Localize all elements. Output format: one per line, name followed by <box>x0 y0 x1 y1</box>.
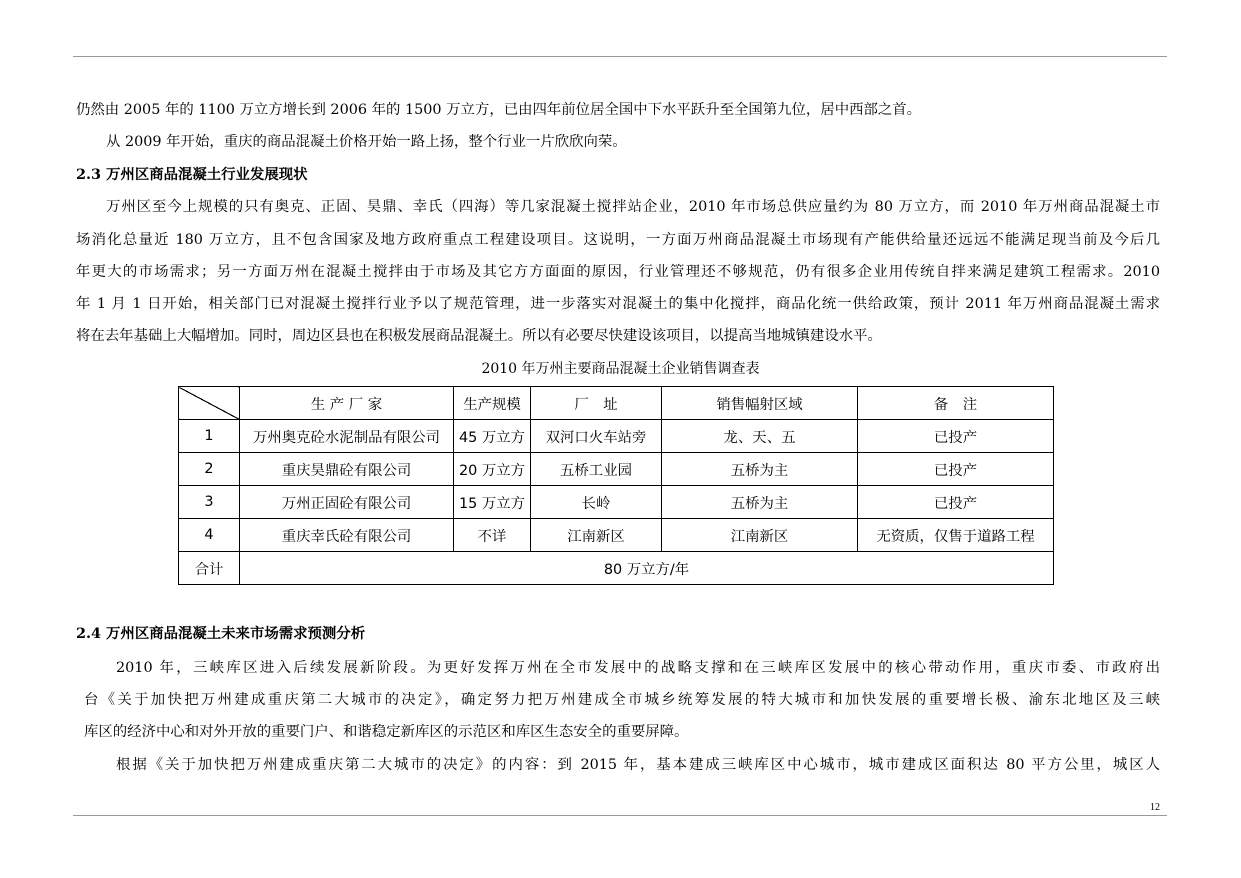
row-number: 3 <box>179 486 240 519</box>
remark-cell: 已投产 <box>858 420 1054 453</box>
paragraph-line: 场消化总量近 180 万立方，且不包含国家及地方政府重点工程建设项目。这说明，一方面万州商品混凝土市场现有产能供给量还远远不能满足现当前及今后几 <box>76 232 1160 248</box>
diagonal-corner-cell <box>179 387 240 420</box>
paragraph-line: 将在去年基础上大幅增加。同时，周边区县也在积极发展商品混凝土。所以有必要尽快建设该项目，以提高当地城镇建设水平。 <box>76 328 882 344</box>
site-cell: 双河口火车站旁 <box>531 420 662 453</box>
header-cell: 备 注 <box>858 387 1054 420</box>
table-total-row <box>179 552 1054 585</box>
paragraph-line: 2010 年，三峡库区进入后续发展新阶段。为更好发挥万州在全市发展中的战略支撑和在三峡库区发展中的核心带动作用，重庆市委、市政府出 <box>116 660 1160 676</box>
section-heading-2-3: 2.3 万州区商品混凝土行业发展现状 <box>76 166 308 183</box>
row-number: 2 <box>179 453 240 486</box>
table-row <box>179 519 1054 552</box>
remark-cell: 已投产 <box>858 486 1054 519</box>
table-header-row <box>179 387 1054 420</box>
header-cell: 生产规模 <box>454 387 531 420</box>
region-cell: 江南新区 <box>662 519 858 552</box>
table-caption: 2010 年万州主要商品混凝土企业销售调查表 <box>481 361 760 377</box>
scale-cell: 不详 <box>454 519 531 552</box>
company-cell: 重庆昊鼎砼有限公司 <box>240 453 454 486</box>
company-cell: 万州奥克砼水泥制品有限公司 <box>240 420 454 453</box>
paragraph-line: 万州区至今上规模的只有奥克、正固、昊鼎、幸氏（四海）等几家混凝土搅拌站企业，2010 年市场总供应量约为 80 万立方，而 2010 年万州商品混凝土市 <box>106 199 1160 215</box>
header-rule <box>73 56 1167 57</box>
remark-cell: 无资质，仅售于道路工程 <box>858 519 1054 552</box>
header-cell: 销售幅射区域 <box>662 387 858 420</box>
table-row <box>179 486 1054 519</box>
header-cell: 生 产 厂 家 <box>240 387 454 420</box>
company-cell: 重庆幸氏砼有限公司 <box>240 519 454 552</box>
table-row <box>179 453 1054 486</box>
row-number: 4 <box>179 519 240 552</box>
paragraph-line: 从 2009 年开始，重庆的商品混凝土价格开始一路上扬，整个行业一片欣欣向荣。 <box>106 134 627 150</box>
paragraph-line: 年更大的市场需求；另一方面万州在混凝土搅拌由于市场及其它方方面面的原因，行业管理还不够规范，仍有很多企业用传统自拌来满足建筑工程需求。2010 <box>76 264 1160 280</box>
total-value: 80 万立方/年 <box>240 552 1054 585</box>
paragraph-line: 库区的经济中心和对外开放的重要门户、和谐稳定新库区的示范区和库区生态安全的重要屏障。 <box>84 724 689 740</box>
scale-cell: 15 万立方 <box>454 486 531 519</box>
region-cell: 龙、天、五 <box>662 420 858 453</box>
remark-cell: 已投产 <box>858 453 1054 486</box>
page-number: 12 <box>1150 802 1160 813</box>
footer-rule <box>73 815 1167 816</box>
row-number: 1 <box>179 420 240 453</box>
paragraph-line: 台《关于加快把万州建成重庆第二大城市的决定》，确定努力把万州建成全市城乡统筹发展的特大城市和加快发展的重要增长极、渝东北地区及三峡 <box>84 692 1160 708</box>
section-heading-2-4: 2.4 万州区商品混凝土未来市场需求预测分析 <box>76 625 366 642</box>
total-label: 合计 <box>179 552 240 585</box>
site-cell: 江南新区 <box>531 519 662 552</box>
sales-survey-table <box>178 386 1054 585</box>
paragraph-line: 仍然由 2005 年的 1100 万立方增长到 2006 年的 1500 万立方，已由四年前位居全国中下水平跃升至全国第九位，居中西部之首。 <box>76 102 922 118</box>
site-cell: 五桥工业园 <box>531 453 662 486</box>
paragraph-line: 年 1 月 1 日开始，相关部门已对混凝土搅拌行业予以了规范管理，进一步落实对混凝土的集中化搅拌，商品化统一供给政策，预计 2011 年万州商品混凝土需求 <box>76 296 1160 312</box>
region-cell: 五桥为主 <box>662 453 858 486</box>
scale-cell: 45 万立方 <box>454 420 531 453</box>
company-cell: 万州正固砼有限公司 <box>240 486 454 519</box>
paragraph-line: 根据《关于加快把万州建成重庆第二大城市的决定》的内容：到 2015 年，基本建成三峡库区中心城市，城市建成区面积达 80 平方公里，城区人 <box>116 757 1160 773</box>
header-cell: 厂 址 <box>531 387 662 420</box>
scale-cell: 20 万立方 <box>454 453 531 486</box>
site-cell: 长岭 <box>531 486 662 519</box>
table-row <box>179 420 1054 453</box>
region-cell: 五桥为主 <box>662 486 858 519</box>
